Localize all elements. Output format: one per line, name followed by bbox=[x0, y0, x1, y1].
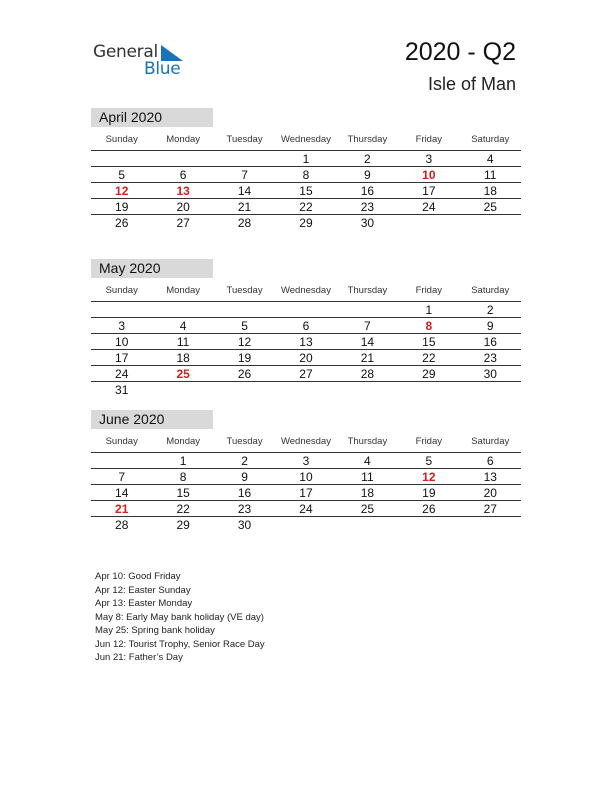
empty-day-cell bbox=[275, 302, 336, 317]
weekday-label: Monday bbox=[166, 285, 201, 296]
day-cell: 7 bbox=[241, 168, 248, 182]
day-cell: 14 bbox=[237, 184, 252, 198]
empty-day-cell bbox=[214, 151, 275, 166]
holiday-note: Apr 10: Good Friday bbox=[95, 571, 181, 582]
week-row bbox=[91, 334, 521, 350]
day-cell: 19 bbox=[422, 486, 436, 500]
holiday-note: May 8: Early May bank holiday (VE day) bbox=[95, 611, 264, 623]
holiday-day-cell: 25 bbox=[176, 367, 190, 381]
day-cell: 27 bbox=[176, 216, 190, 230]
day-cell: 28 bbox=[360, 367, 375, 381]
week-row bbox=[91, 485, 521, 501]
holiday-note: Jun 21: Father’s Day bbox=[95, 652, 183, 663]
week-row bbox=[91, 517, 521, 533]
holiday-note: Apr 12: Easter Sunday bbox=[95, 584, 191, 596]
weekday-label: Monday bbox=[166, 134, 201, 145]
empty-day-cell bbox=[337, 517, 398, 533]
holiday-note: Jun 12: Tourist Trophy, Senior Race Day bbox=[95, 638, 265, 650]
day-cell: 1 bbox=[425, 303, 433, 317]
empty-day-cell bbox=[152, 151, 213, 166]
day-cell: 17 bbox=[299, 486, 313, 500]
day-cell: 2 bbox=[241, 454, 248, 468]
day-cell: 25 bbox=[483, 200, 497, 214]
day-cell: 26 bbox=[237, 367, 252, 381]
empty-day-cell bbox=[398, 517, 459, 533]
holiday-note: May 25: Spring bank holiday bbox=[95, 625, 215, 636]
empty-day-cell bbox=[398, 382, 459, 398]
logo-text-general: General bbox=[93, 42, 158, 62]
empty-day-cell bbox=[91, 453, 152, 468]
day-cell: 18 bbox=[360, 486, 375, 500]
day-cell: 24 bbox=[115, 367, 129, 381]
day-cell: 16 bbox=[237, 486, 252, 500]
day-cell: 27 bbox=[483, 502, 497, 516]
empty-day-cell bbox=[214, 382, 275, 398]
day-cell: 28 bbox=[237, 216, 252, 230]
weekday-label: Tuesday bbox=[226, 436, 263, 447]
holiday-day-cell: 13 bbox=[176, 184, 190, 198]
day-cell: 29 bbox=[176, 518, 190, 532]
empty-day-cell bbox=[460, 382, 521, 398]
day-cell: 4 bbox=[179, 319, 187, 333]
day-cell: 22 bbox=[176, 502, 190, 516]
day-cell: 20 bbox=[483, 486, 497, 500]
day-cell: 1 bbox=[179, 454, 187, 468]
week-row bbox=[91, 183, 521, 199]
day-cell: 18 bbox=[483, 184, 497, 198]
empty-day-cell bbox=[152, 302, 213, 317]
weekday-label: Thursday bbox=[347, 134, 388, 145]
holiday-notes bbox=[95, 570, 265, 665]
day-cell: 9 bbox=[241, 470, 248, 484]
day-cell: 5 bbox=[241, 319, 248, 333]
weekday-label: Tuesday bbox=[226, 285, 263, 296]
day-cell: 11 bbox=[176, 335, 190, 349]
day-cell: 26 bbox=[422, 502, 436, 516]
week-row bbox=[91, 453, 521, 469]
day-cell: 8 bbox=[179, 470, 187, 484]
day-cell: 16 bbox=[360, 184, 375, 198]
weekday-label: Friday bbox=[415, 134, 443, 145]
day-cell: 11 bbox=[484, 168, 497, 182]
day-cell: 17 bbox=[115, 351, 129, 365]
day-cell: 1 bbox=[302, 152, 310, 166]
empty-day-cell bbox=[214, 302, 275, 317]
empty-day-cell bbox=[275, 517, 336, 533]
day-cell: 24 bbox=[299, 502, 313, 516]
day-cell: 2 bbox=[486, 303, 494, 317]
day-cell: 30 bbox=[360, 216, 375, 230]
week-row bbox=[91, 167, 521, 183]
week-row bbox=[91, 302, 521, 318]
month-label: June 2020 bbox=[91, 410, 213, 429]
weekday-label: Thursday bbox=[347, 285, 388, 296]
weekday-label: Friday bbox=[415, 436, 443, 447]
day-cell: 13 bbox=[299, 335, 313, 349]
day-cell: 20 bbox=[176, 200, 190, 214]
day-cell: 27 bbox=[299, 367, 313, 381]
day-cell: 21 bbox=[360, 351, 375, 365]
day-cell: 9 bbox=[364, 168, 371, 182]
day-cell: 12 bbox=[237, 335, 252, 349]
empty-day-cell bbox=[91, 151, 152, 166]
weekday-label: Sunday bbox=[105, 285, 138, 296]
day-cell: 22 bbox=[299, 200, 313, 214]
weekday-label: Monday bbox=[166, 436, 201, 447]
day-cell: 4 bbox=[364, 454, 371, 468]
weekday-label: Sunday bbox=[105, 134, 138, 145]
day-cell: 30 bbox=[483, 367, 497, 381]
day-cell: 15 bbox=[422, 335, 436, 349]
weekday-label: Tuesday bbox=[226, 134, 263, 145]
week-row bbox=[91, 382, 521, 398]
empty-day-cell bbox=[275, 382, 336, 398]
weekday-label: Saturday bbox=[471, 134, 510, 145]
day-cell: 10 bbox=[299, 470, 313, 484]
empty-day-cell bbox=[337, 302, 398, 317]
week-row bbox=[91, 469, 521, 485]
day-cell: 6 bbox=[179, 168, 187, 182]
week-row bbox=[91, 366, 521, 382]
day-cell: 26 bbox=[115, 216, 129, 230]
empty-day-cell bbox=[152, 382, 213, 398]
day-cell: 10 bbox=[115, 335, 129, 349]
day-cell: 2 bbox=[364, 152, 371, 166]
day-cell: 18 bbox=[176, 351, 190, 365]
day-cell: 3 bbox=[425, 152, 433, 166]
day-cell: 29 bbox=[422, 367, 436, 381]
day-cell: 19 bbox=[237, 351, 252, 365]
day-cell: 11 bbox=[361, 470, 374, 484]
day-cell: 4 bbox=[486, 152, 494, 166]
day-cell: 23 bbox=[360, 200, 375, 214]
week-row bbox=[91, 501, 521, 517]
day-cell: 3 bbox=[302, 454, 310, 468]
day-cell: 9 bbox=[486, 319, 494, 333]
day-cell: 6 bbox=[486, 454, 494, 468]
day-cell: 5 bbox=[118, 168, 126, 182]
weekday-label: Thursday bbox=[347, 436, 388, 447]
logo-text-blue: Blue bbox=[144, 59, 181, 79]
empty-day-cell bbox=[398, 215, 459, 231]
holiday-day-cell: 10 bbox=[422, 168, 436, 182]
weekday-label: Wednesday bbox=[280, 285, 331, 296]
weekday-label: Saturday bbox=[471, 285, 510, 296]
day-cell: 21 bbox=[237, 200, 252, 214]
empty-day-cell bbox=[460, 215, 521, 231]
day-cell: 7 bbox=[118, 470, 126, 484]
holiday-day-cell: 12 bbox=[422, 470, 436, 484]
day-cell: 16 bbox=[483, 335, 497, 349]
day-cell: 22 bbox=[422, 351, 436, 365]
holiday-day-cell: 8 bbox=[425, 319, 433, 333]
region-name: Isle of Man bbox=[427, 74, 516, 94]
holiday-day-cell: 21 bbox=[115, 502, 129, 516]
day-cell: 25 bbox=[360, 502, 375, 516]
day-cell: 15 bbox=[176, 486, 190, 500]
day-cell: 13 bbox=[483, 470, 497, 484]
month-label: May 2020 bbox=[91, 259, 213, 278]
day-cell: 23 bbox=[237, 502, 252, 516]
holiday-day-cell: 12 bbox=[115, 184, 129, 198]
month-april bbox=[91, 108, 521, 231]
month-label: April 2020 bbox=[91, 108, 213, 127]
week-row bbox=[91, 151, 521, 167]
day-cell: 23 bbox=[483, 351, 497, 365]
weekday-label: Friday bbox=[415, 285, 443, 296]
weekday-label: Wednesday bbox=[280, 134, 331, 145]
day-cell: 14 bbox=[115, 486, 129, 500]
day-cell: 28 bbox=[115, 518, 129, 532]
day-cell: 17 bbox=[422, 184, 436, 198]
week-row bbox=[91, 199, 521, 215]
weekday-label: Sunday bbox=[105, 436, 138, 447]
day-cell: 14 bbox=[360, 335, 375, 349]
weekday-label: Saturday bbox=[471, 436, 510, 447]
empty-day-cell bbox=[91, 302, 152, 317]
week-row bbox=[91, 350, 521, 366]
day-cell: 8 bbox=[302, 168, 310, 182]
day-cell: 7 bbox=[364, 319, 371, 333]
day-cell: 29 bbox=[299, 216, 313, 230]
empty-day-cell bbox=[337, 382, 398, 398]
generalblue-logo bbox=[93, 40, 193, 80]
day-cell: 3 bbox=[118, 319, 126, 333]
day-cell: 30 bbox=[237, 518, 252, 532]
weekday-header-row bbox=[91, 280, 521, 302]
day-cell: 31 bbox=[115, 383, 129, 397]
day-cell: 6 bbox=[302, 319, 310, 333]
day-cell: 24 bbox=[422, 200, 436, 214]
month-june bbox=[91, 410, 521, 533]
day-cell: 20 bbox=[299, 351, 313, 365]
weekday-label: Wednesday bbox=[280, 436, 331, 447]
day-cell: 19 bbox=[115, 200, 129, 214]
page-title: 2020 - Q2 bbox=[404, 38, 516, 66]
day-cell: 15 bbox=[299, 184, 313, 198]
weekday-header-row bbox=[91, 431, 521, 453]
day-cell: 5 bbox=[425, 454, 433, 468]
weekday-header-row bbox=[91, 129, 521, 151]
empty-day-cell bbox=[460, 517, 521, 533]
week-row bbox=[91, 215, 521, 231]
holiday-note: Apr 13: Easter Monday bbox=[95, 598, 193, 609]
week-row bbox=[91, 318, 521, 334]
month-may bbox=[91, 259, 521, 398]
